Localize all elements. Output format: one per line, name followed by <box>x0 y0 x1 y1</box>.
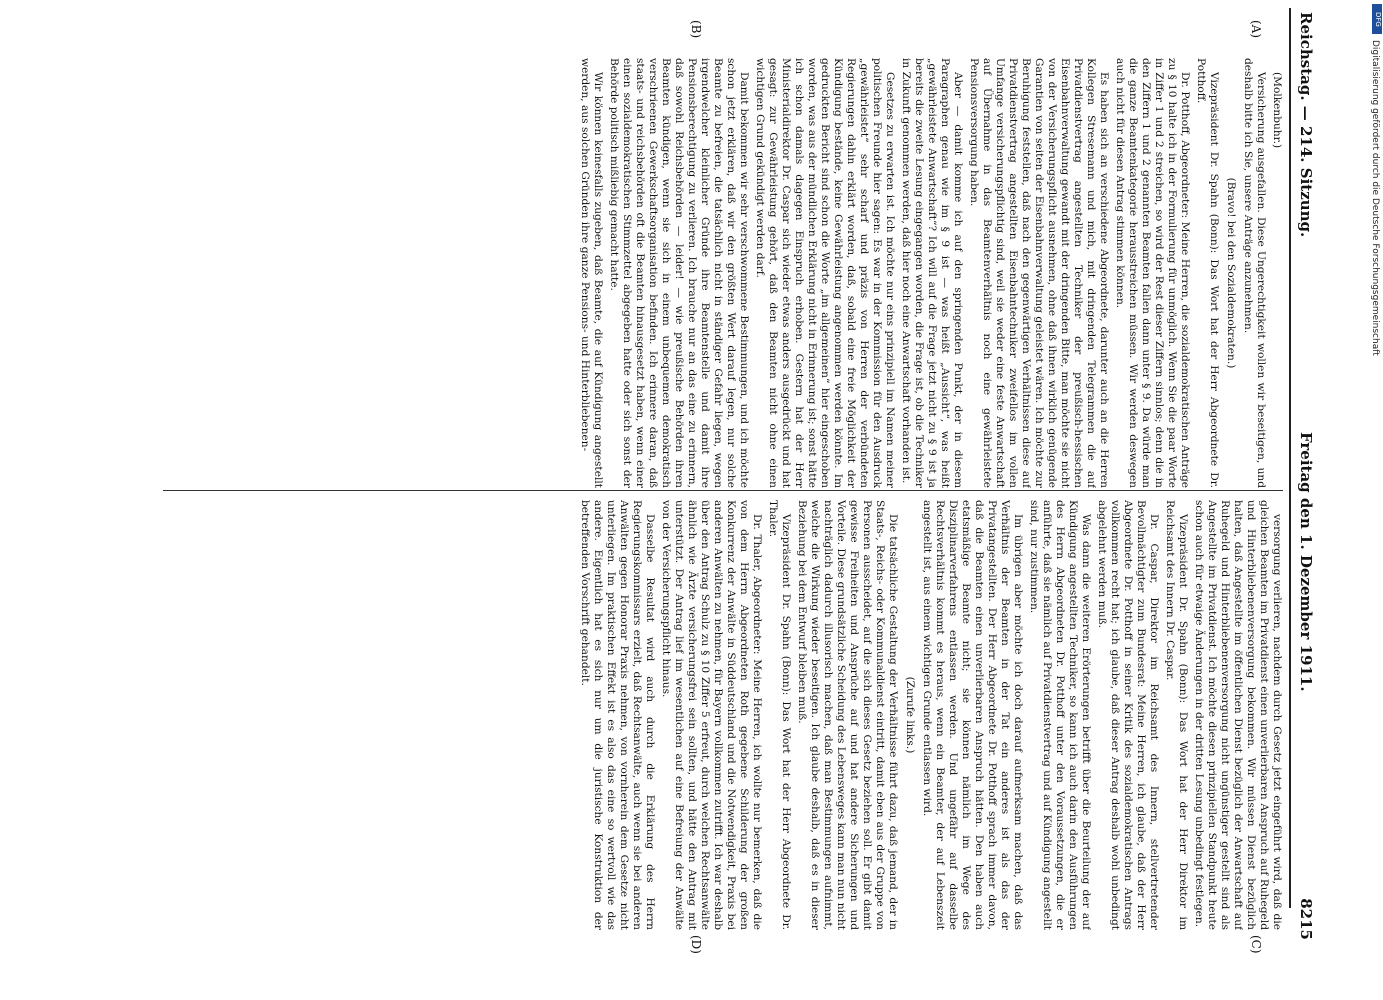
paragraph: Vizepräsident Dr. Spahn (Bonn): Das Wort hat der Herr Direktor im Reichsamt des Innern Dr. Caspar. <box>1164 500 1189 930</box>
paragraph: Vizepräsident Dr. Spahn (Bonn): Das Wort hat der Herr Abgeordnete Dr. Potthoff. <box>1195 58 1220 488</box>
page-number: 8215 <box>1297 898 1315 940</box>
paragraph: (Molkenbuhr.) <box>1271 72 1283 149</box>
paragraph: Was dann die weiteren Erörterungen betrifft über die Beurteilung der auf Kündigung angestellten Techniker, so kann ich auch darin den Ausführungen des Herrn Abgeordneten Dr. Potthoff unter den Voraussetzungen, die er anführte, daß sie nämlich auf Privatdienstvertrag und auf Kündigung angestellt sind, nur zustimmen. <box>1028 500 1092 930</box>
paragraph: Die tatsächliche Gestaltung der Verhältnisse führt dazu, daß jemand, der in Staats-, Reichs- oder Kommunaldienst eintritt, damit eben aus der Gruppe von Personen ausscheidet, auf die sich dieses Gesetz beziehen soll. Er gibt damit gewisse Freiheiten und Ansprüche auf und hat andere Sicherungen und Vorteile. Diese grundsätzliche Scheidung des Lebensweges kann man nun nicht nachträglich dadurch illusorisch machen, daß man Bestimmungen aufnimmt, welche die Wirkung wieder beseitigen. Ich glaube deshalb, daß es in dieser Beziehung bei dem Entwurf bleiben muß. <box>796 500 899 930</box>
paragraph: (Bravo! bei den Sozialdemokraten.) <box>1225 177 1237 369</box>
paragraph: Vizepräsident Dr. Spahn (Bonn): Das Wort hat der Herr Abgeordnete Dr. Thaler. <box>767 500 792 930</box>
left-column <box>43 58 1283 488</box>
paragraph: versorgung verlieren, nachdem durch Gesetz jetzt eingeführt wird, daß die gleichen Beamten im Privatdienst einen unverlierbaren Anspruch auf Ruhegeld und Hinterbliebenenversorgung bekommen. Wir müssen Dienst bezüglich halten, daß Angestellte im öffentlichen Dienst bezüglich der Anwartschaft auf Ruhegeld und Hinterbliebenenversorgung nicht ungünstiger gestellt sind als Angestellte im Privatdienst. Ich möchte diesen prinzipiellen Standpunkt heute schon auch für etwaige Änderungen in der dritten Lesung unbedingt festlegen. <box>1193 500 1283 930</box>
running-header-left: Reichstag. — 214. Sitzung. <box>1297 12 1315 238</box>
paragraph: Dasselbe Resultat wird auch durch die Erklärung des Herrn Regierungskommissars erzielt, daß Rechtsanwälte, auch wenn sie bei anderen Anwälten gegen Honorar Praxis nehmen, von vornherein dem Gesetze nicht unterliegen. Im praktischen Effekt ist es also das eine so wertvoll wie das andere. Eigentlich hat es sich nur um die juristische Konstruktion der betreffenden Vorschrift gehandelt. <box>579 500 656 930</box>
paragraph: Dr. Caspar, Direktor im Reichsamt des Innern, stellvertretender Bevollmächtigter zum Bundesrat: Meine Herren, ich glaube, daß der Herr Abgeordnete Dr. Potthoff in seiner Kritik des sozialdemokratischen Antrags vollkommen recht hat; ich glaube, daß dieser Antrag deshalb wohl unbedingt abgelehnt werden muß. <box>1096 500 1160 930</box>
paragraph: Dr. Potthoff, Abgeordneter: Meine Herren, die sozialdemokratischen Anträge zu § 10 halte ich in der Formulierung für unmöglich. Wenn Sie die paar Worte in Ziffer 1 und 2 streichen, so wird der Rest dieser Ziffern sinnlos; denn die in den Ziffern 1 und 2 genannten Beamten fallen dann unter § 9. Da würde man die ganze Beamtenkategorie herausstreichen müssen. Wir werden deswegen auch nicht für diesen Antrag stimmen können. <box>1114 58 1191 488</box>
paragraph: Dr. Thaler, Abgeordneter: Meine Herren, ich wollte nur bemerken, daß die von dem Herrn Abgeordneten Roth gegebene Schilderung der großen Konkurrenz der Anwälte in Süddeutschland und die Notwendigkeit, Praxis bei anderen Anwälten zu nehmen, für Bayern vollkommen zutrifft. Ich war deshalb über den Antrag Schulz zu § 10 Ziffer 5 erfreut, durch welchen Rechtsanwälte ähnlich wie Ärzte versicherungsfrei sein sollten, und hätte den Antrag mit unterstützt. Der Antrag lief im wesentlichen auf eine Befreiung der Anwälte von der Versicherungspflicht hinaus. <box>660 500 763 930</box>
digitization-credit: Digitalisierung gefördert durch die Deutsche Forschungsgemeinschaft <box>1370 40 1380 356</box>
column-divider <box>163 490 1283 491</box>
paragraph: Aber — damit komme ich auf den springenden Punkt, der in diesem Paragraphen genau wie im § 9 ist — was heißt „Aussicht“, was heißt „gewährleistete Anwartschaft“? Ich will auf die Frage jetzt nicht zu § 9 ist ja bereits die zweite Lesung eingegangen worden, die Frage ist, ob die Techniker in Zukunft genommen werden, daß hier noch eine Anwartschaft vorhanden ist. <box>900 58 964 488</box>
paragraph: Gesetzes zu erwarten ist. Ich möchte nur eins prinzipiell im Namen meiner politischen Freunde hier sagen: Es war in der Kommission für den Ausdruck „gewährleistet“ sehr scharf und präzis von Herren der verbündeten Regierungen dahin erklärt worden, daß, sobald eine freie Möglichkeit der Kündigung bestände, keine Gewährleistung angenommen werden könnte. Im gedruckten Bericht sind schon die Worte „im allgemeinen“ hier eingeschoben worden, was aus der mündlichen Erklärung nicht in Erinnerung ist; sonst hätte ich schon damals dagegen Einspruch erhoben. Gestern hat der Herr Ministerialdirektor Dr. Caspar sich wieder etwas anders ausgedrückt und hat gesagt: zur Gewährleistung gehört, daß den Beamten nicht ohne einen wichtigen Grund gekündigt werden darf. <box>754 58 896 488</box>
header-rule <box>1289 8 1291 908</box>
margin-marker-a: (A) <box>1249 20 1263 39</box>
margin-marker-b: (B) <box>689 20 703 39</box>
right-column <box>43 500 1283 930</box>
paragraph: Versicherung ausgefallen. Diese Ungerechtigkeit wollen wir beseitigen, und deshalb bitte ich Sie, unsere Anträge anzunehmen. <box>1242 58 1267 488</box>
paragraph: (Zurufe links.) <box>904 676 916 754</box>
dfg-logo: DFG <box>1372 4 1382 34</box>
paragraph: Im übrigen aber möchte ich doch darauf aufmerksam machen, daß das Verhältnis der Beamten in der Tat ein anderes ist als das der Privatangestellten. Der Herr Abgeordnete Dr. Potthoff sprach immer davon, daß die Beamten einen unverlierbaren Anspruch hätten. Den haben auch etatsmäßige Beamte nicht; sie können nämlich im Wege des Disziplinarverfahrens entlassen werden. Und ungefähr auf dasselbe Rechtsverhältnis kommt es heraus, wenn ein Beamter, der auf Lebenszeit angestellt ist, aus einem wichtigen Grunde entlassen wird. <box>921 500 1024 930</box>
running-header-center: Freitag den 1. Dezember 1911. <box>1297 432 1315 692</box>
paragraph: Wir können keinesfalls zugeben, daß Beamte, die auf Kündigung angestellt werden, aus solchen Gründen ihre ganze Pensions- und Hinterbliebenen- <box>579 58 604 488</box>
paragraph: Damit bekommen wir sehr verschwommene Bestimmungen, und ich möchte schon jetzt erklären, daß wir den größten Wert darauf legen, nur solche Beamte zu befreien, die tatsächlich nicht in ständiger Gefahr liegen, wegen irgendwelcher kleinlicher Gründe ihre Beamtenstelle und damit ihre Pensionsberechtigung zu verlieren. Ich brauche nur an das eine zu erinnern, daß sowohl Reichsbehörden — leider! — wie preußische Behörden ihren Beamten kündigen, wenn sie sich in einem unbequemen demokratisch verschrieenen Gewerkschaftsorganisation befinden. Ich erinnere daran, daß staats- und reichsbehörden oft die Beamten hinausgesetzt haben, wenn einer einen sozialdemokratischen Stimmzettel abgegeben hatte oder sich sonst der Behörde politisch mißliebig gemacht hatte. <box>608 58 750 488</box>
margin-marker-d: (D) <box>689 935 703 954</box>
margin-marker-c: (C) <box>1249 935 1263 954</box>
paragraph: Es haben sich an verschiedene Abgeordnete, darunter auch an die Herren Kollegen Stresemann und mich, mit dringenden Telegrammen die auf Privatdienstvertrag angestellten Techniker der preußisch-hessischen Eisenbahnverwaltung gewandt mit der dringenden Bitte, man möchte sie nicht von der Versicherungspflicht ausnehmen, ohne daß ihnen wirklich genügende Garantien von seiten der Eisenbahnverwaltung geleistet wären. Ich möchte zur Beruhigung feststellen, daß nach den gegenwärtigen Verhältnissen diese auf Privatdienstvertrag angestellten Eisenbahntechniker zweifellos im vollen Umfange versicherungspflichtig sind, weil sie weder eine feste Anwartschaft auf Übernahme in das Beamtenverhältnis noch eine gewährleistete Pensionsversorgung haben. <box>968 58 1110 488</box>
